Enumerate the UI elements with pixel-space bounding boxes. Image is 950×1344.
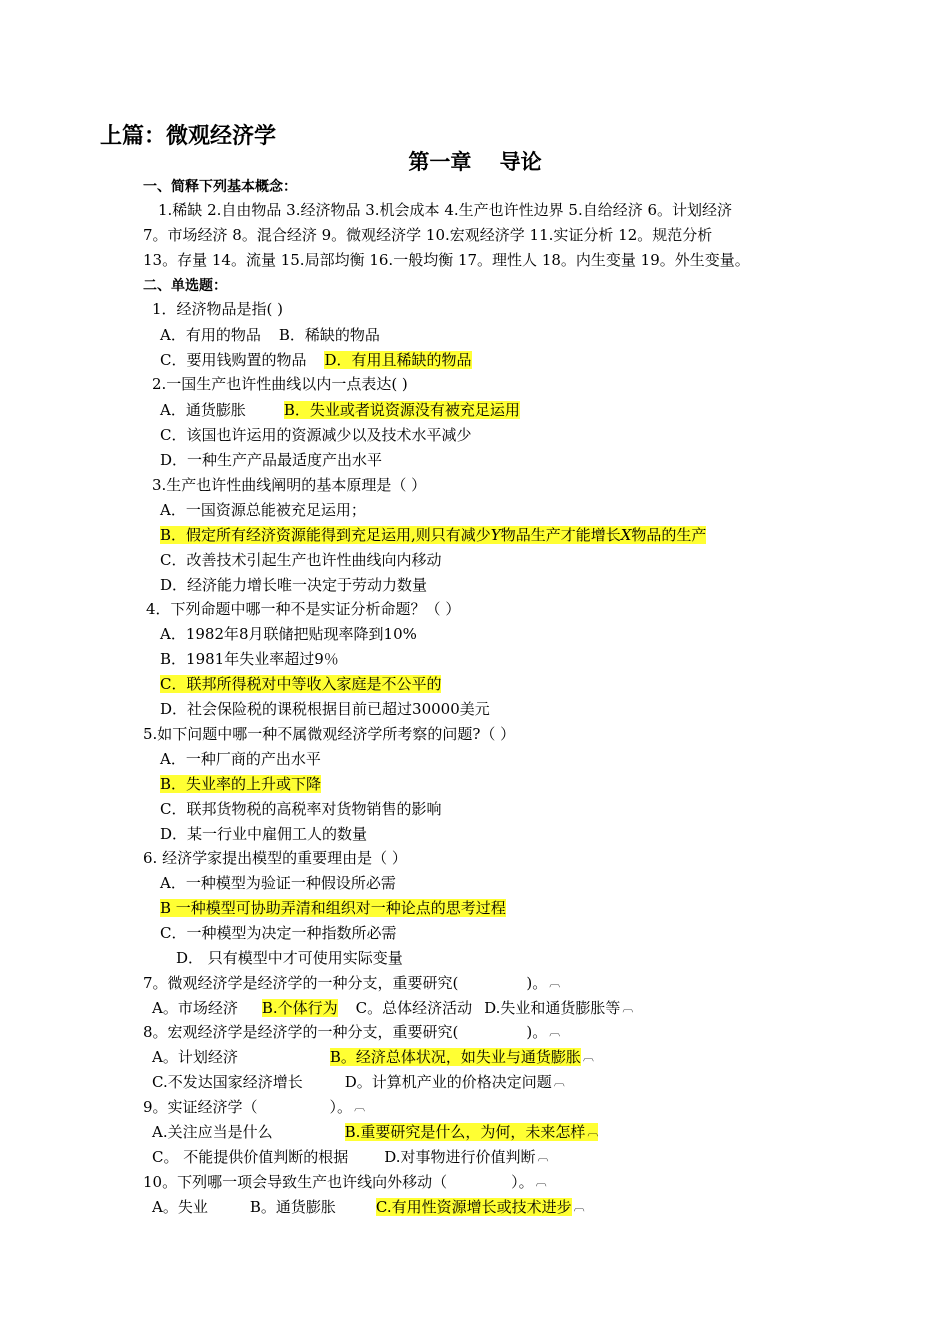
return-mark-icon: ︹	[354, 1100, 366, 1113]
return-mark-icon: ︹	[537, 1150, 549, 1163]
option: A.关注应当是什么	[152, 1123, 273, 1141]
concepts-line: 13。存量 14。流量 15.局部均衡 16.一般均衡 17。理性人 18。内生变量 19。外生变量。	[143, 251, 750, 269]
question-stem: 10。下列哪一项会导致生产也许线向外移动（ ）。 ︹	[143, 1173, 547, 1191]
question-stem: 5.如下问题中哪一种不属微观经济学所考察的问题?（ ）	[143, 725, 516, 743]
option: C．一种模型为决定一种指数所必需	[160, 924, 397, 942]
answer-option-line	[160, 898, 506, 918]
part-title: 上篇：微观经济学	[100, 124, 277, 149]
option: A．一种厂商的产出水平	[160, 750, 321, 768]
option: B．稀缺的物品	[278, 326, 380, 344]
concepts-paragraph	[143, 198, 808, 273]
option: D． 只有模型中才可使用实际变量	[176, 949, 403, 967]
option-line	[152, 1147, 549, 1167]
option: D．经济能力增长唯一决定于劳动力数量	[160, 576, 428, 594]
option-line	[152, 998, 633, 1018]
option: D．一种生产产品最适度产出水平	[160, 451, 383, 469]
answer-option: B.重要研究是什么，为何，未来怎样 ︹	[344, 1123, 599, 1141]
concepts-line: 7。市场经济 8。混合经济 9。微观经济学 10.宏观经济学 11.实证分析 12。规范分析	[143, 226, 713, 244]
option-line	[160, 325, 380, 345]
question-stem: 1．经济物品是指( )	[152, 300, 284, 318]
option: A．1982年8月联储把贴现率降到10%	[160, 625, 417, 643]
answer-option: B 一种模型可协助弄清和组织对一种论点的思考过程	[160, 899, 506, 917]
option: B。通货膨胀	[249, 1198, 336, 1216]
option-line	[160, 350, 472, 370]
option: A．通货膨胀	[160, 401, 246, 419]
option: A．有用的物品	[160, 326, 261, 344]
option: C．改善技术引起生产也许性曲线向内移动	[160, 551, 442, 569]
option: D.对事物进行价值判断	[384, 1148, 536, 1166]
option: D.失业和通货膨胀等	[484, 999, 621, 1017]
option: B．1981年失业率超过9％	[160, 650, 339, 668]
answer-option: B．失业率的上升或下降	[160, 775, 322, 793]
answer-option-line	[160, 774, 321, 794]
section-heading-choice: 二、单选题：	[143, 278, 227, 294]
option-line	[160, 400, 520, 420]
answer-option: C．联邦所得税对中等收入家庭是不公平的	[160, 675, 442, 693]
option: C．要用钱购置的物品	[160, 351, 307, 369]
return-mark-icon: ︹	[582, 1050, 594, 1063]
answer-option-line	[160, 674, 441, 694]
option: A。计划经济	[152, 1048, 238, 1066]
option: C。总体经济活动	[355, 999, 473, 1017]
return-mark-icon: ︹	[553, 1075, 565, 1088]
option: D．社会保险税的课税根据目前已超过30000美元	[160, 700, 490, 718]
return-mark-icon: ︹	[587, 1125, 599, 1138]
option: C．该国也许运用的资源减少以及技术水平减少	[160, 426, 472, 444]
answer-option: B．假定所有经济资源能得到充足运用,则只有减少Y物品生产才能增长X物品的生产	[160, 526, 707, 544]
option: C.不发达国家经济增长	[152, 1073, 303, 1091]
option-line	[152, 1122, 598, 1142]
chapter-title: 第一章 导论	[408, 150, 542, 174]
question-stem: 2.一国生产也许性曲线以内一点表达( )	[152, 375, 408, 393]
answer-option: D．有用且稀缺的物品	[324, 351, 472, 369]
question-stem: 9。实证经济学（ ）。 ︹	[143, 1098, 366, 1116]
question-stem: 8。宏观经济学是经济学的一种分支，重要研究( )。 ︹	[143, 1023, 561, 1041]
answer-option: B.个体行为	[261, 999, 338, 1017]
answer-option-line	[160, 525, 706, 545]
option: A。失业	[152, 1198, 208, 1216]
question-stem: 3.生产也许性曲线阐明的基本原理是（ ）	[152, 476, 427, 494]
concepts-line: 1.稀缺 2.自由物品 3.经济物品 3.机会成本 4.生产也许性边界 5.自给经济 6。计划经济	[158, 201, 733, 219]
option: C．联邦货物税的高税率对货物销售的影响	[160, 800, 442, 818]
question-stem: 7。微观经济学是经济学的一种分支，重要研究( )。 ︹	[143, 974, 561, 992]
return-mark-icon: ︹	[573, 1200, 585, 1213]
option: C。 不能提供价值判断的根据	[152, 1148, 349, 1166]
return-mark-icon: ︹	[535, 1175, 547, 1188]
answer-option: B．失业或者说资源没有被充足运用	[283, 401, 520, 419]
return-mark-icon: ︹	[622, 1001, 634, 1014]
option: A。市场经济	[152, 999, 238, 1017]
return-mark-icon: ︹	[549, 976, 561, 989]
option-line	[152, 1197, 585, 1217]
option: A．一种模型为验证一种假设所必需	[160, 874, 396, 892]
option-line	[152, 1047, 594, 1067]
return-mark-icon: ︹	[549, 1025, 561, 1038]
question-stem: 6. 经济学家提出模型的重要理由是（ ）	[143, 849, 407, 867]
option-line	[152, 1072, 565, 1092]
question-stem: 4．下列命题中哪一种不是实证分析命题？（ ）	[146, 600, 461, 618]
answer-option: B。经济总体状况，如失业与通货膨胀	[329, 1048, 581, 1066]
answer-option: C.有用性资源增长或技术进步	[375, 1198, 572, 1216]
option: A．一国资源总能被充足运用；	[160, 501, 366, 519]
option: D。计算机产业的价格决定问题	[344, 1073, 552, 1091]
option: D．某一行业中雇佣工人的数量	[160, 825, 368, 843]
section-heading-concepts: 一、简释下列基本概念：	[143, 179, 297, 195]
